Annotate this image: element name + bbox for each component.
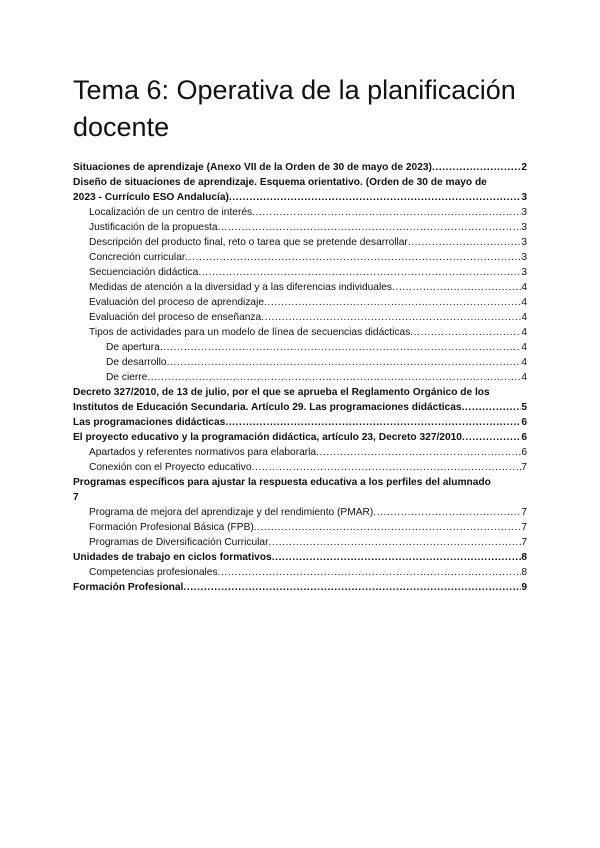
toc-entry-situaciones[interactable]: Situaciones de aprendizaje (Anexo VII de la Orden de 30 de mayo de 2023) ..... 2: [73, 160, 527, 175]
toc-entry-diversificacion[interactable]: Programas de Diversificación Curricular ..... 7: [73, 535, 527, 550]
table-of-contents: [73, 160, 527, 595]
toc-entry-concrecion[interactable]: Concreción curricular ..... 3: [73, 250, 527, 265]
toc-entry-evaluacion-ensenanza[interactable]: Evaluación del proceso de enseñanza ..... 4: [73, 310, 527, 325]
toc-entry-apertura[interactable]: De apertura ..... 4: [73, 340, 527, 355]
page-title: Tema 6: Operativa de la planificación docente: [73, 75, 516, 142]
toc-entry-medidas[interactable]: Medidas de atención a la diversidad y a las diferencias individuales ..... 4: [73, 280, 527, 295]
toc-entry-desarrollo[interactable]: De desarrollo ..... 4: [73, 355, 527, 370]
toc-entry-conexion[interactable]: Conexión con el Proyecto educativo ..... 7: [73, 460, 527, 475]
toc-entry-decreto[interactable]: Decreto 327/2010, de 13 de julio, por el que se aprueba el Reglamento Orgánico de los Institutos de Educación Secundaria. Artículo 29. Las programaciones didácticas ..... 5: [73, 385, 527, 415]
toc-entry-diseno[interactable]: Diseño de situaciones de aprendizaje. Esquema orientativo. (Orden de 30 de mayo de 2023 - Currículo ESO Andalucía) ..... 3: [73, 175, 527, 205]
toc-entry-proyecto-educativo[interactable]: El proyecto educativo y la programación didáctica, artículo 23, Decreto 327/2010 ..... 6: [73, 430, 527, 445]
toc-entry-formacion-profesional[interactable]: Formación Profesional ..... 9: [73, 580, 527, 595]
toc-entry-fpb[interactable]: Formación Profesional Básica (FPB) ..... 7: [73, 520, 527, 535]
toc-entry-apartados[interactable]: Apartados y referentes normativos para elaborarla ..... 6: [73, 445, 527, 460]
toc-entry-cierre[interactable]: De cierre ..... 4: [73, 370, 527, 385]
toc-entry-localizacion[interactable]: Localización de un centro de interés ..... 3: [73, 205, 527, 220]
toc-entry-evaluacion-aprendizaje[interactable]: Evaluación del proceso de aprendizaje ..... 4: [73, 295, 527, 310]
toc-entry-pmar[interactable]: Programa de mejora del aprendizaje y del rendimiento (PMAR) ..... 7: [73, 505, 527, 520]
toc-entry-descripcion[interactable]: Descripción del producto final, reto o tarea que se pretende desarrollar ..... 3: [73, 235, 527, 250]
toc-entry-secuenciacion[interactable]: Secuenciación didáctica ..... 3: [73, 265, 527, 280]
toc-entry-programaciones[interactable]: Las programaciones didácticas ..... 6: [73, 415, 527, 430]
toc-entry-programas-especificos[interactable]: Programas específicos para ajustar la respuesta educativa a los perfiles del alumnado 7: [73, 477, 491, 503]
toc-entry-tipos-actividades[interactable]: Tipos de actividades para un modelo de línea de secuencias didácticas ..... 4: [73, 325, 527, 340]
toc-entry-justificacion[interactable]: Justificación de la propuesta ..... 3: [73, 220, 527, 235]
toc-entry-unidades-trabajo[interactable]: Unidades de trabajo en ciclos formativos ..... 8: [73, 550, 527, 565]
toc-entry-competencias[interactable]: Competencias profesionales ..... 8: [73, 565, 527, 580]
